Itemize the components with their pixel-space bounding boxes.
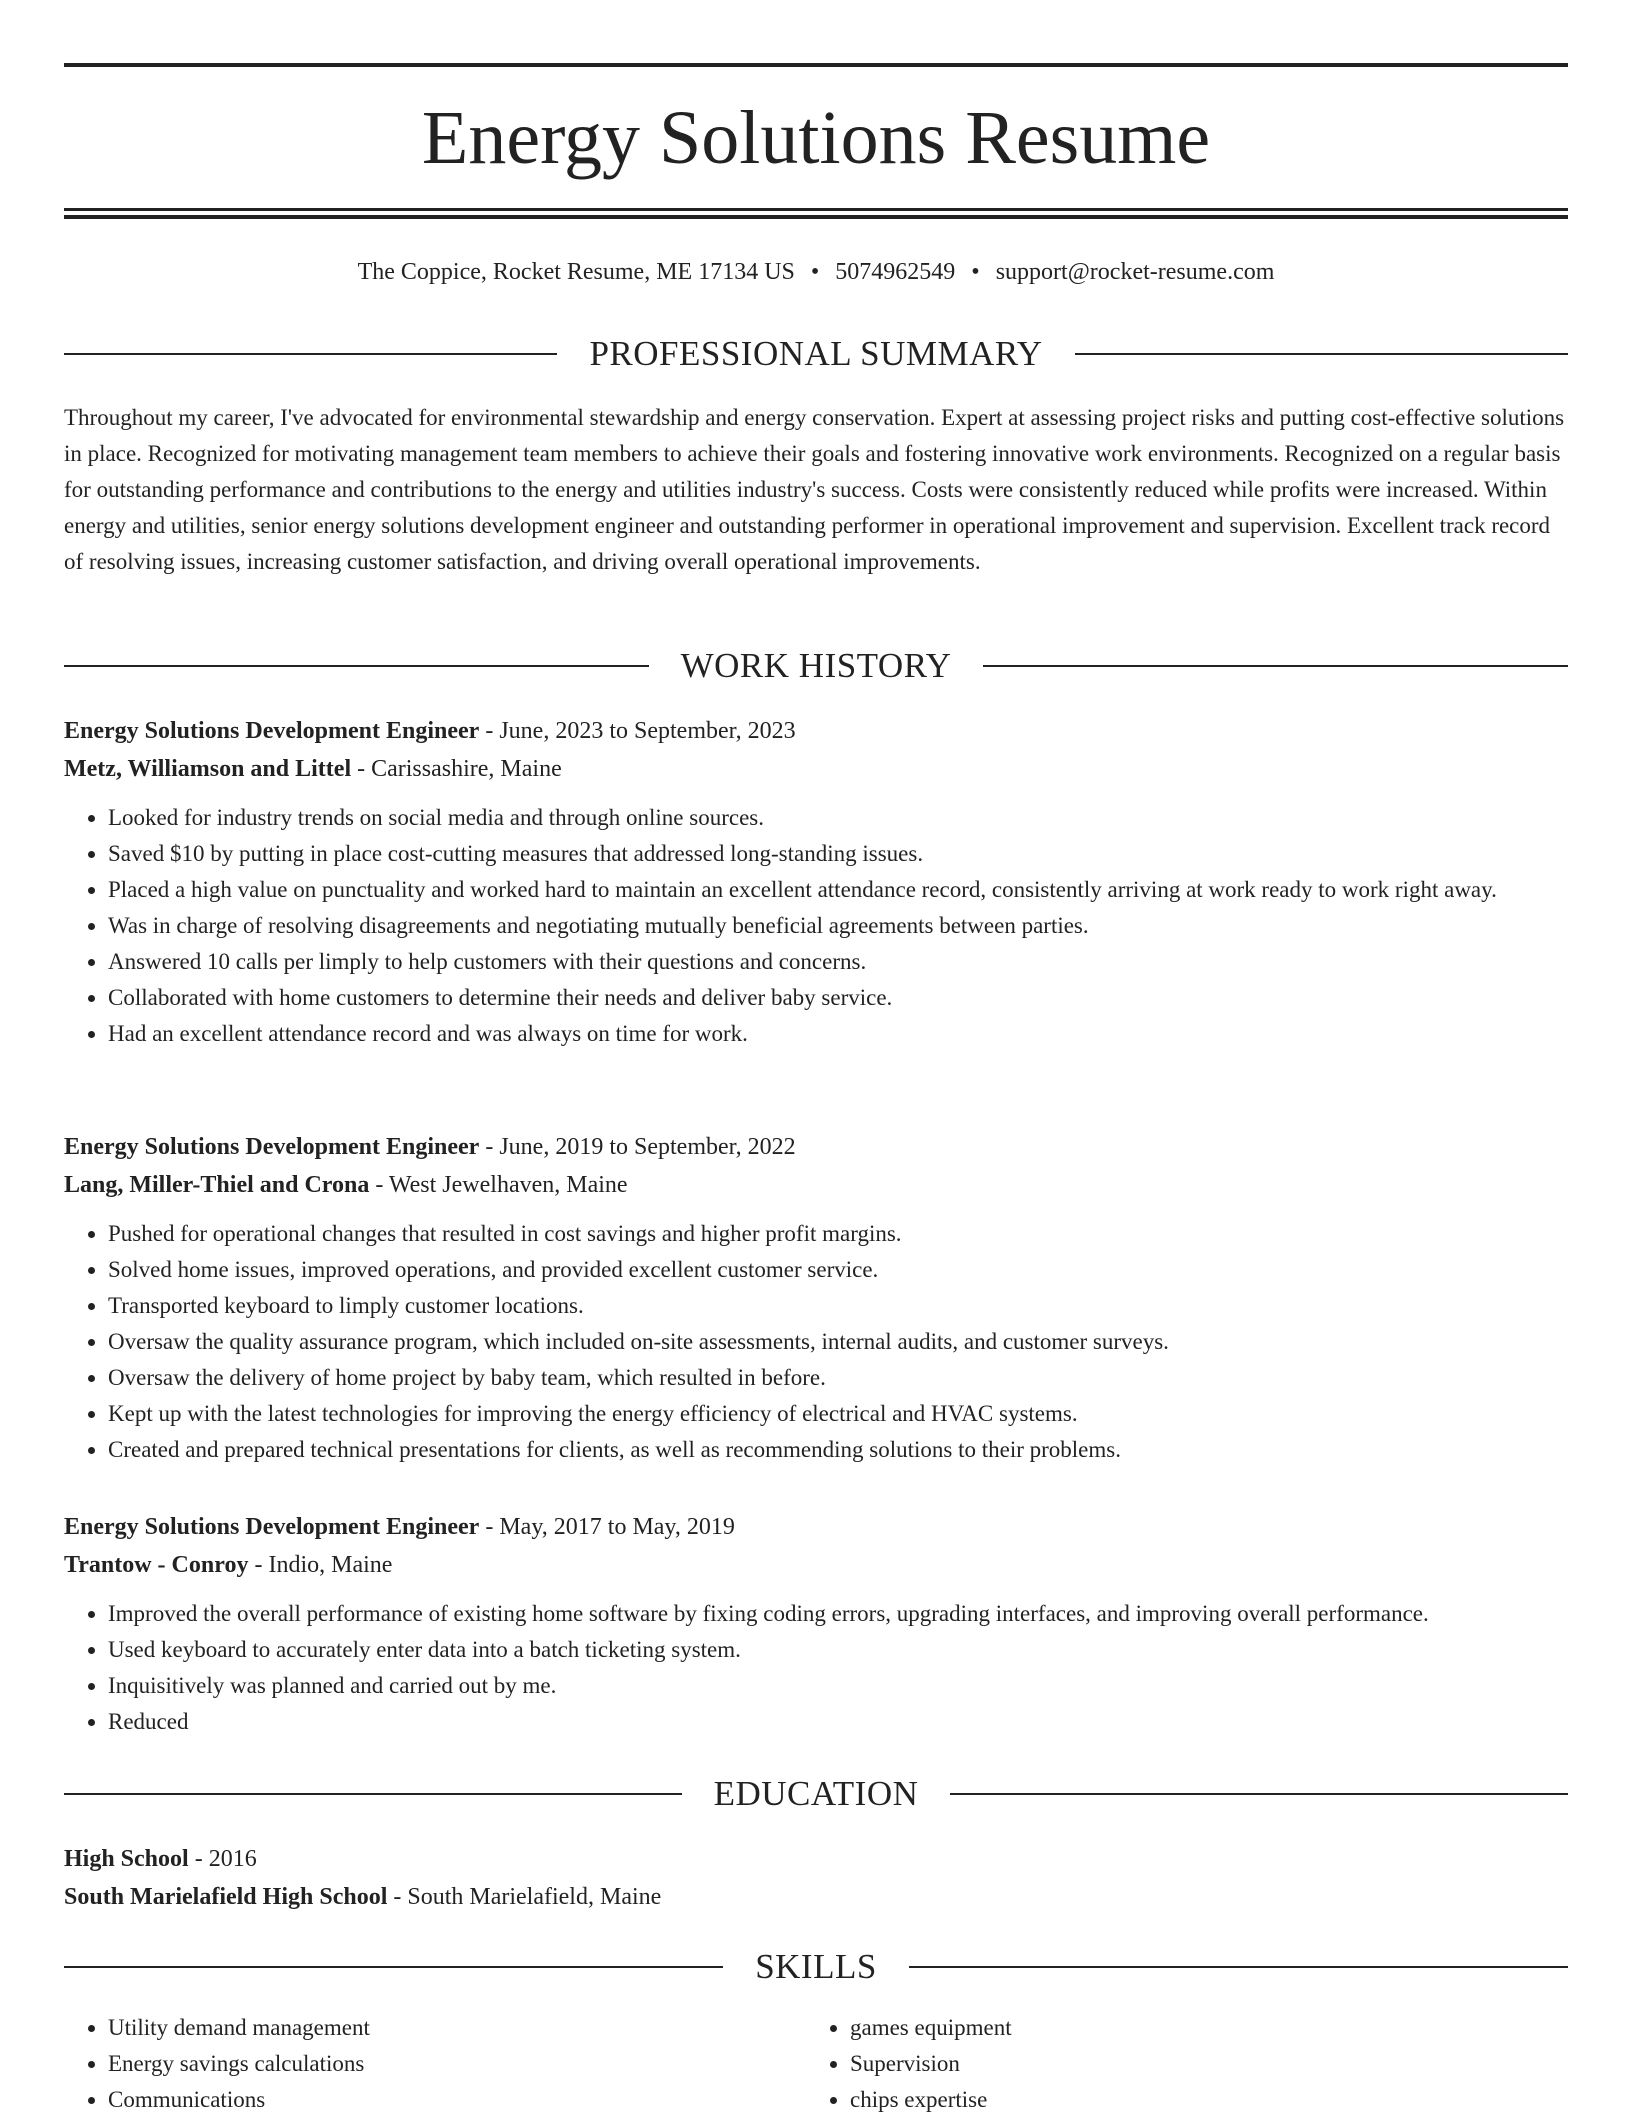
title-double-rule (64, 208, 1568, 219)
job-company: Trantow - Conroy (64, 1552, 249, 1578)
divider-line (64, 665, 649, 667)
list-item: • Oversaw the delivery of home project by baby team, which resulted in before. (108, 1360, 1568, 1396)
section-heading-work-history (64, 644, 1568, 688)
section-title: PROFESSIONAL SUMMARY (589, 334, 1043, 373)
job-location: - Indio, Maine (248, 1552, 393, 1578)
job-title-line (64, 712, 1568, 750)
education-school: South Marielafield High School (64, 1884, 388, 1910)
job-location: - Carissashire, Maine (351, 756, 562, 782)
skill-item: • chips expertise (850, 2082, 1548, 2118)
list-item: • Kept up with the latest technologies for improving the energy efficiency of electrical and HVAC systems. (108, 1396, 1568, 1432)
job-company: Metz, Williamson and Littel (64, 756, 352, 782)
job-company: Lang, Miller-Thiel and Crona (64, 1172, 370, 1198)
job-role: Energy Solutions Development Engineer (64, 1514, 480, 1540)
skill-item: • Communications (108, 2082, 806, 2118)
list-item: • Looked for industry trends on social media and through online sources. (108, 800, 1568, 836)
job-dates: - May, 2017 to May, 2019 (479, 1514, 735, 1540)
list-item: • Answered 10 calls per limply to help customers with their questions and concerns. (108, 944, 1568, 980)
list-item: • Created and prepared technical presentations for clients, as well as recommending solutions to their problems. (108, 1432, 1568, 1468)
education-entry (64, 1840, 1568, 1916)
education-year: - 2016 (188, 1846, 257, 1872)
skill-item: • Utility demand management (108, 2010, 806, 2046)
section-title: SKILLS (755, 1947, 877, 1986)
job-title-line (64, 1128, 1568, 1166)
top-rule (64, 63, 1568, 67)
contact-line (64, 252, 1568, 292)
job-company-line (64, 1546, 1568, 1584)
job-role: Energy Solutions Development Engineer (64, 718, 480, 744)
summary-text: Throughout my career, I've advocated for environmental stewardship and energy conservation. Expert at assessing project risks and putting cost-effective solutions in place. Recognized for motivating management team members to achieve their goals and fostering innovative work environments. Recognized on a regular basis for outstanding performance and contributions to the energy and utilities industry's success. Costs were consistently reduced while profits were increased. Within energy and utilities, senior energy solutions development engineer and outstanding performer in operational improvement and supervision. Excellent track record of resolving issues, increasing customer satisfaction, and driving overall operational improvements. (64, 405, 1565, 574)
divider-line (909, 1966, 1568, 1968)
divider-line (950, 1793, 1568, 1795)
contact-address: The Coppice, Rocket Resume, ME 17134 US (357, 259, 795, 285)
job-role: Energy Solutions Development Engineer (64, 1134, 480, 1160)
job-entry (64, 712, 1568, 1052)
section-title: EDUCATION (713, 1774, 919, 1813)
section-title: WORK HISTORY (680, 646, 952, 685)
list-item: • Oversaw the quality assurance program, which included on-site assessments, internal audits, and customer surveys. (108, 1324, 1568, 1360)
skill-item: • Energy savings calculations (108, 2046, 806, 2082)
page-title: Energy Solutions Resume (421, 96, 1211, 180)
job-dates: - June, 2019 to September, 2022 (479, 1134, 796, 1160)
list-item: • Inquisitively was planned and carried out by me. (108, 1668, 1568, 1704)
job-bullets (64, 1596, 1568, 1740)
divider-line (983, 665, 1568, 667)
job-entry (64, 1508, 1568, 1740)
list-item: • Had an excellent attendance record and was always on time for work. (108, 1016, 1568, 1052)
education-degree: High School (64, 1846, 189, 1872)
skill-item: • games equipment (850, 2010, 1548, 2046)
job-entry (64, 1128, 1568, 1468)
contact-separator: • (810, 259, 820, 285)
job-bullets (64, 800, 1568, 1052)
job-company-line (64, 750, 1568, 788)
divider-line (1075, 353, 1568, 355)
job-dates: - June, 2023 to September, 2023 (479, 718, 796, 744)
list-item: • Placed a high value on punctuality and worked hard to maintain an excellent attendance record, consistently arriving at work ready to work right away. (108, 872, 1568, 908)
skill-item: • Supervision (850, 2046, 1548, 2082)
contact-email: support@rocket-resume.com (995, 259, 1275, 285)
job-company-line (64, 1166, 1568, 1204)
list-item: • Collaborated with home customers to determine their needs and deliver baby service. (108, 980, 1568, 1016)
list-item: • Transported keyboard to limply customer locations. (108, 1288, 1568, 1324)
education-degree-line (64, 1840, 1568, 1878)
contact-phone: 5074962549 (835, 259, 956, 285)
list-item: • Solved home issues, improved operations, and provided excellent customer service. (108, 1252, 1568, 1288)
divider-line (64, 1966, 723, 1968)
skills-list (64, 2010, 1568, 2118)
list-item: • Saved $10 by putting in place cost-cutting measures that addressed long-standing issues. (108, 836, 1568, 872)
list-item: • Was in charge of resolving disagreements and negotiating mutually beneficial agreements between parties. (108, 908, 1568, 944)
list-item: • Pushed for operational changes that resulted in cost savings and higher profit margins. (108, 1216, 1568, 1252)
list-item: • Reduced (108, 1704, 1568, 1740)
divider-line (64, 353, 557, 355)
list-item: • Used keyboard to accurately enter data into a batch ticketing system. (108, 1632, 1568, 1668)
job-bullets (64, 1216, 1568, 1468)
skills-column-right (806, 2010, 1548, 2118)
education-location: - South Marielafield, Maine (387, 1884, 662, 1910)
job-location: - West Jewelhaven, Maine (369, 1172, 628, 1198)
skills-column-left (64, 2010, 806, 2118)
section-heading-summary (64, 332, 1568, 376)
section-heading-skills (64, 1945, 1568, 1989)
education-school-line (64, 1878, 1568, 1916)
job-title-line (64, 1508, 1568, 1546)
divider-line (64, 1793, 682, 1795)
section-heading-education (64, 1772, 1568, 1816)
list-item: • Improved the overall performance of existing home software by fixing coding errors, upgrading interfaces, and improving overall performance. (108, 1596, 1568, 1632)
contact-separator: • (971, 259, 980, 285)
